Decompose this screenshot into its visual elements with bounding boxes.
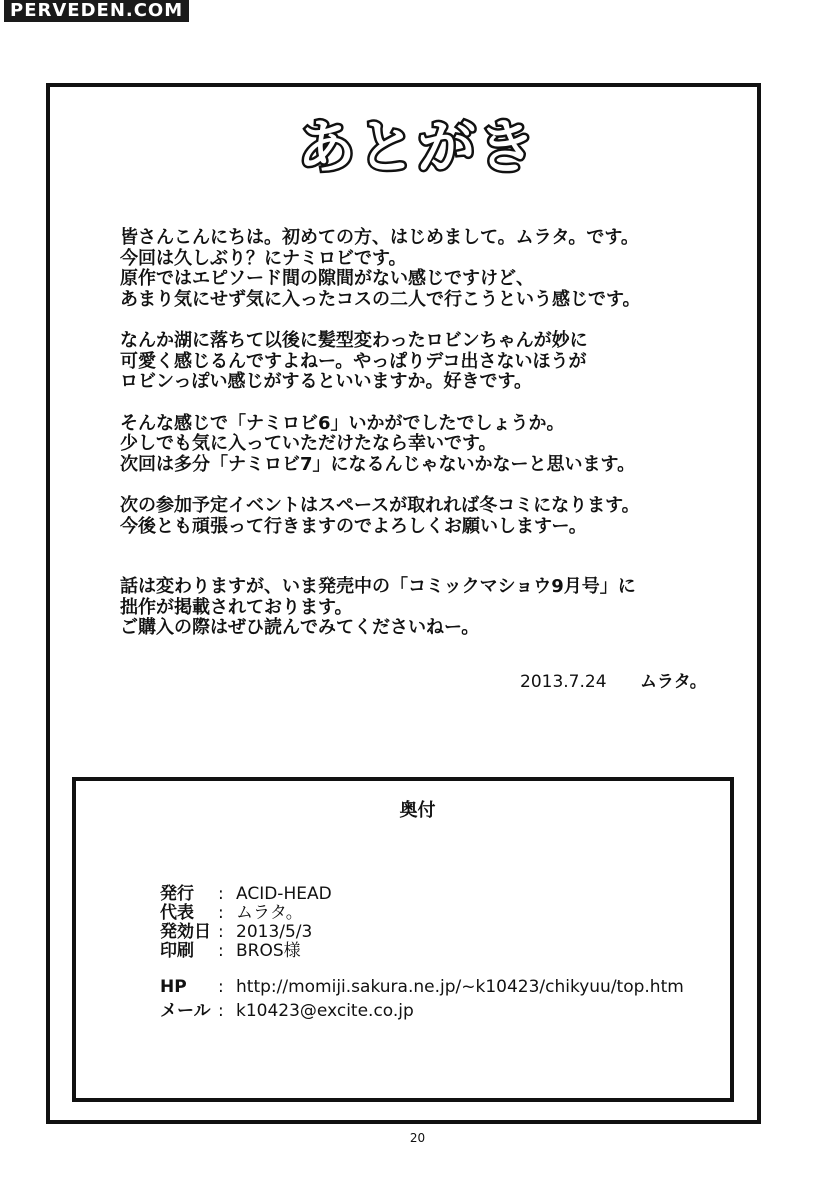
paragraph-3 <box>120 414 740 476</box>
row-separator: : <box>218 903 224 923</box>
row-label: HP <box>160 977 187 997</box>
signature-date: 2013.7.24 <box>520 672 607 692</box>
row-label: 印刷 <box>160 941 194 961</box>
row-separator: : <box>218 1001 224 1021</box>
page-number: 20 <box>409 1131 426 1145</box>
colophon-row-printer <box>160 936 684 961</box>
afterword-body <box>120 228 740 660</box>
row-separator: : <box>218 922 224 942</box>
afterword-title: あとがき <box>297 113 538 181</box>
text-line: 原作ではエピソード間の隙間がない感じですけど、 <box>120 268 534 289</box>
row-value: ACID-HEAD <box>236 884 332 904</box>
paragraph-2 <box>120 331 740 393</box>
text-line: 次回は多分「ナミロビ7」になるんじゃないかなーと思います。 <box>120 453 636 475</box>
text-line: 次の参加予定イベントはスペースが取れれば冬コミになります。 <box>120 495 640 516</box>
text-line: 皆さんこんにちは。初めての方、はじめまして。ムラタ。です。 <box>120 227 639 248</box>
row-label: メール <box>160 1001 211 1021</box>
text-line: ご購入の際はぜひ読んでみてくださいねー。 <box>120 617 480 638</box>
text-line: 可愛く感じるんですよねー。やっぱりデコ出さないほうが <box>120 350 587 372</box>
colophon-row-representative <box>160 898 684 923</box>
row-value: 2013/5/3 <box>236 922 313 942</box>
colophon-row-email <box>160 996 684 1021</box>
colophon-row-publisher <box>160 879 684 904</box>
row-label: 代表 <box>160 903 194 923</box>
colophon-title: 奥付 <box>399 800 436 821</box>
row-label: 発効日 <box>160 922 211 942</box>
text-line: 今後とも頑張って行きますのでよろしくお願いしますー。 <box>120 515 587 537</box>
row-separator: : <box>218 977 224 997</box>
row-separator: : <box>218 941 224 961</box>
text-line: 話は変わりますが、いま発売中の「コミックマショウ9月号」に <box>120 576 636 597</box>
paragraph-1 <box>120 228 740 310</box>
text-line: 少しでも気に入っていただけたなら幸いです。 <box>120 433 497 454</box>
text-line: そんな感じで「ナミロビ6」いかがでしたでしょうか。 <box>120 412 565 434</box>
signature <box>520 667 707 692</box>
colophon-row-homepage <box>160 977 684 996</box>
paragraph-4 <box>120 496 740 537</box>
email-address: k10423@excite.co.jp <box>236 1001 414 1021</box>
text-line: なんか湖に落ちて以後に髪型変わったロビンちゃんが妙に <box>120 330 588 351</box>
row-label: 発行 <box>160 884 194 904</box>
row-value: BROS様 <box>236 941 301 961</box>
watermark-logo: PERVEDEN.COM <box>4 0 189 22</box>
row-separator: : <box>218 884 224 904</box>
row-value: ムラタ。 <box>236 903 303 923</box>
text-line: 今回は久しぶり？にナミロビです。 <box>120 247 407 269</box>
paragraph-5 <box>120 577 740 639</box>
colophon-details <box>160 879 684 1021</box>
text-line: あまり気にせず気に入ったコスの二人で行こうという感じです。 <box>120 288 641 310</box>
homepage-url: http://momiji.sakura.ne.jp/~k10423/chikyuu/top.htm <box>236 977 684 997</box>
signature-name: ムラタ。 <box>639 672 707 692</box>
text-line: 拙作が掲載されております。 <box>120 596 353 618</box>
text-line: ロビンっぽい感じがするといいますか。好きです。 <box>120 371 533 392</box>
